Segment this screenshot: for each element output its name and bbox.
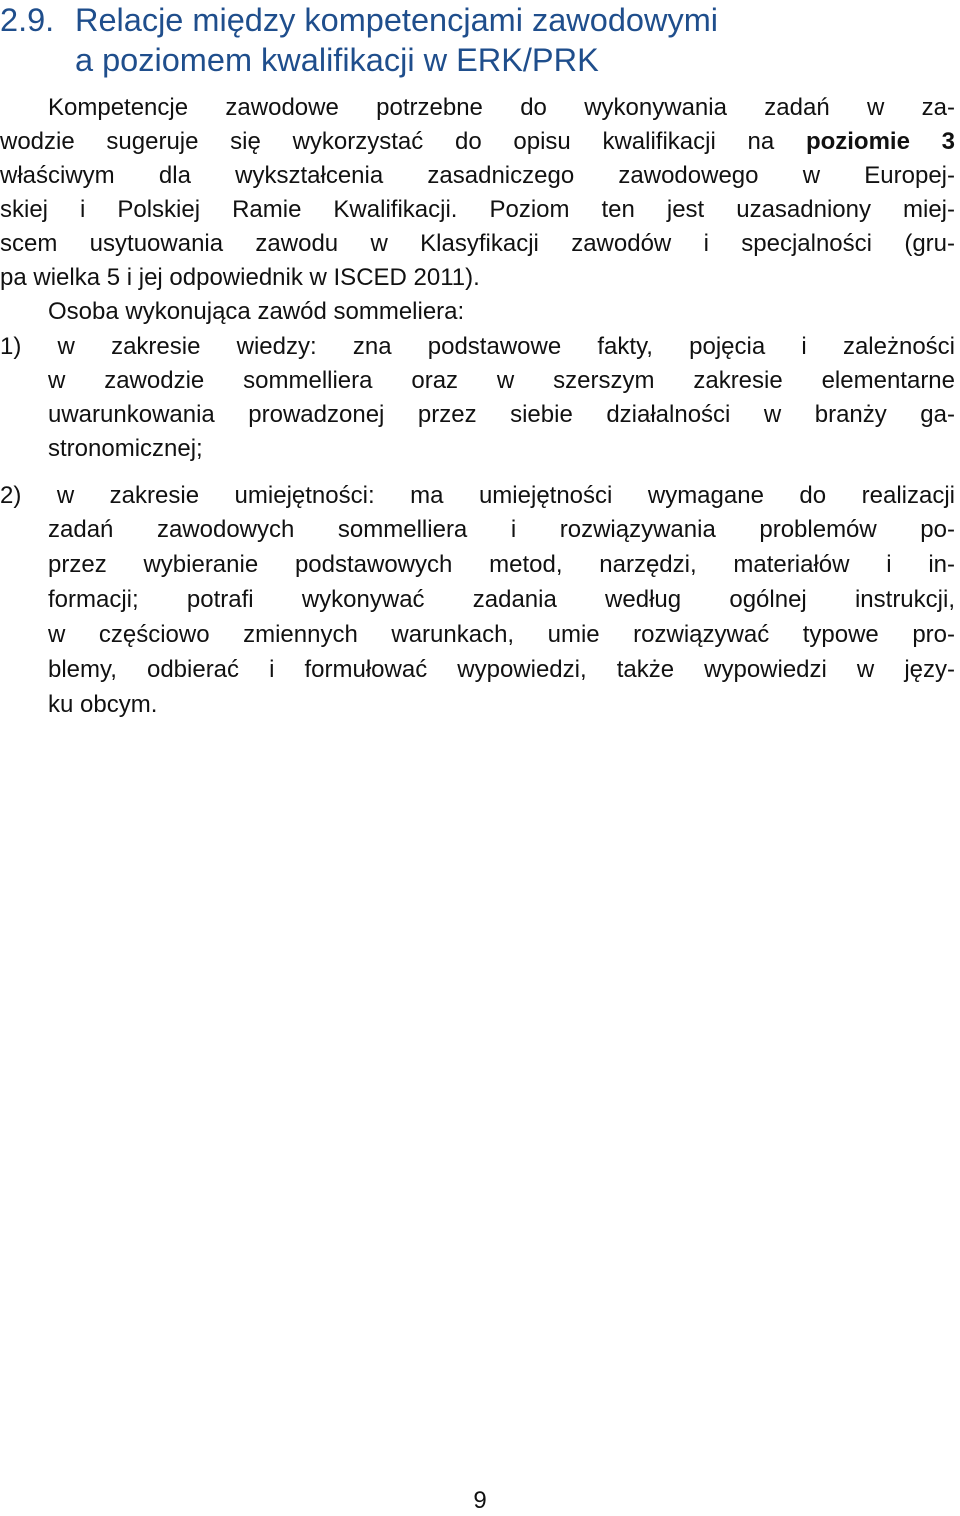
list-item-line: formacji; potrafi wykonywać zadania według ogólnej instrukcji, bbox=[48, 586, 955, 613]
list-item-line: ku obcym. bbox=[48, 691, 158, 718]
list-item-line: w częściowo zmiennych warunkach, umie rozwiązywać typowe pro- bbox=[48, 621, 955, 648]
qualification-level-emphasis: poziomie 3 bbox=[805, 128, 955, 155]
paragraph-line: właściwym dla wykształcenia zasadniczego zawodowego w Europej- bbox=[0, 162, 955, 189]
section-title-line-2: a poziomem kwalifikacji w ERK/PRK bbox=[75, 42, 599, 78]
paragraph-line: skiej i Polskiej Ramie Kwalifikacji. Poziom ten jest uzasadniony miej- bbox=[0, 196, 955, 223]
section-number: 2.9. bbox=[0, 2, 55, 38]
section-title-line-1: Relacje między kompetencjami zawodowymi bbox=[75, 2, 719, 38]
paragraph-line: pa wielka 5 i jej odpowiednik w ISCED 2011). bbox=[0, 264, 480, 291]
list-item-line: 2) w zakresie umiejętności: ma umiejętności wymagane do realizacji bbox=[0, 482, 955, 509]
list-item-line: uwarunkowania prowadzonej przez siebie działalności w branży ga- bbox=[48, 401, 955, 428]
list-item-line: 1) w zakresie wiedzy: zna podstawowe fakty, pojęcia i zależności bbox=[0, 333, 955, 360]
paragraph-line-text: wodzie sugeruje się wykorzystać do opisu kwalifikacji na bbox=[0, 128, 775, 155]
sommelier-intro: Osoba wykonująca zawód sommeliera: bbox=[48, 298, 465, 325]
list-item-line: w zawodzie sommelliera oraz w szerszym zakresie elementarne bbox=[48, 367, 955, 394]
list-item-line: zadań zawodowych sommelliera i rozwiązywania problemów po- bbox=[48, 516, 955, 543]
paragraph-line: Kompetencje zawodowe potrzebne do wykonywania zadań w za- bbox=[48, 94, 955, 121]
list-item-line: blemy, odbierać i formułować wypowiedzi, także wypowiedzi w języ- bbox=[48, 656, 955, 683]
paragraph-line: scem usytuowania zawodu w Klasyfikacji zawodów i specjalności (gru- bbox=[0, 230, 955, 257]
paragraph-line bbox=[0, 125, 955, 159]
page-number: 9 bbox=[473, 1487, 487, 1514]
list-item-line: stronomicznej; bbox=[48, 435, 203, 462]
list-item-line: przez wybieranie podstawowych metod, narzędzi, materiałów i in- bbox=[48, 551, 955, 578]
